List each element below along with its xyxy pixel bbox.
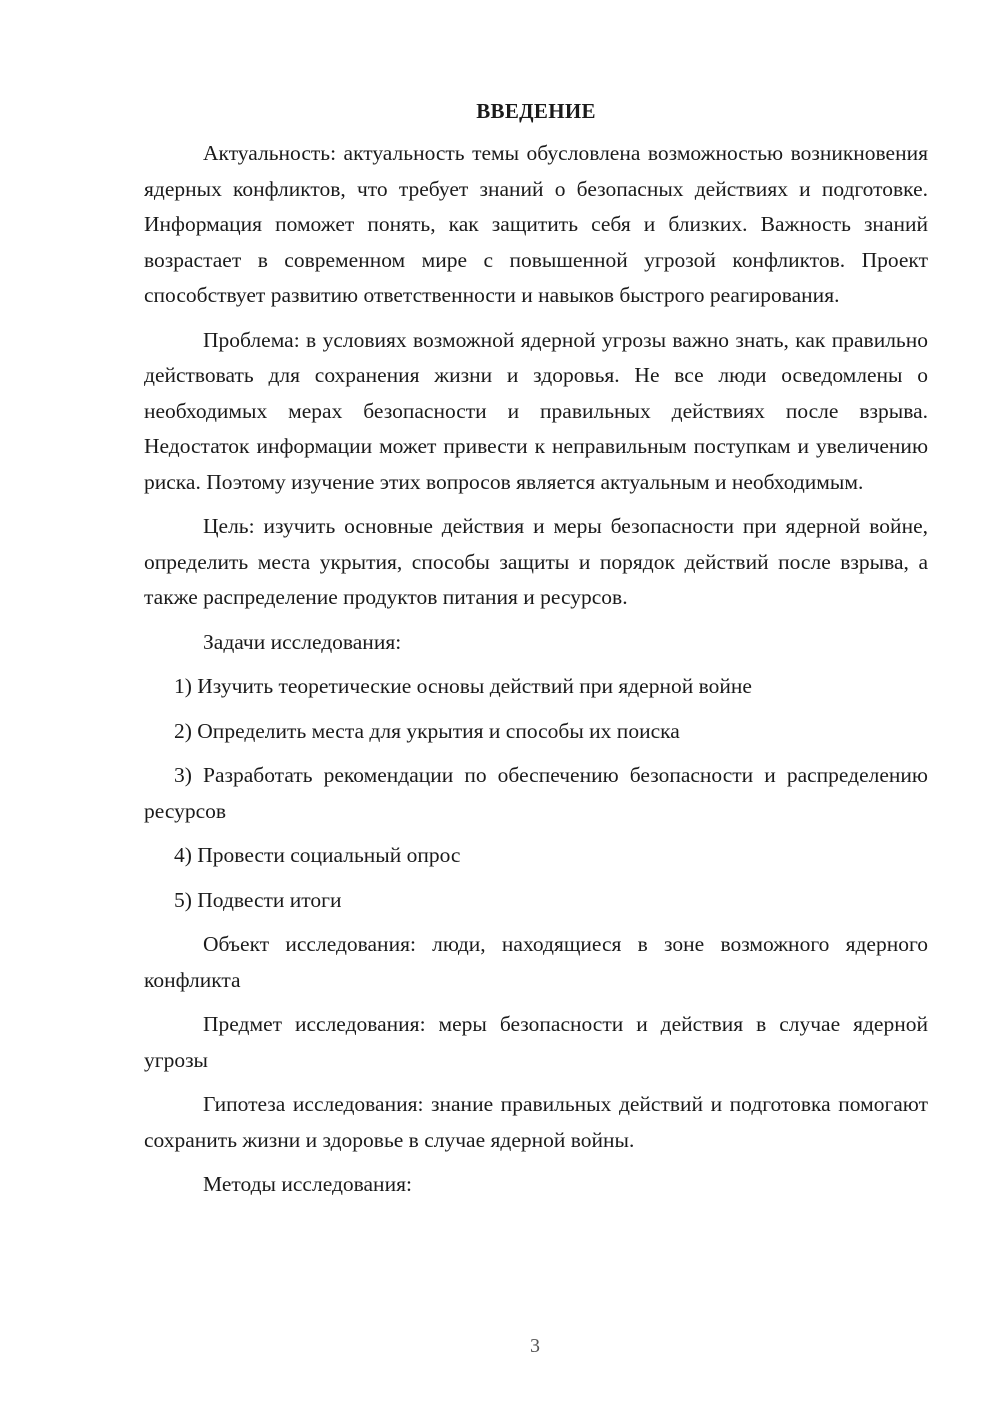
problem-paragraph: Проблема: в условиях возможной ядерной угрозы важно знать, как правильно действовать для сохранения жизни и здоровья. Не все люди осведомлены о необходимых мерах безопасности и правильных действиях после взрыва. Недостаток информации может привести к неправильным поступкам и увеличению риска. Поэтому изучение этих вопросов является актуальным и необходимым. — [144, 327, 928, 494]
methods-title: Методы исследования: — [203, 1172, 412, 1196]
subject-paragraph: Предмет исследования: меры безопасности и действия в случае ядерной угрозы — [144, 1012, 928, 1072]
task-item-3: 3) Разработать рекомендации по обеспечению безопасности и распределению ресурсов — [144, 763, 928, 823]
task-item-5: 5) Подвести итоги — [174, 887, 342, 912]
task-item-1: 1) Изучить теоретические основы действий при ядерной войне — [174, 674, 752, 698]
task-item-2: 2) Определить места для укрытия и способы их поиска — [174, 718, 680, 743]
object-paragraph: Объект исследования: люди, находящиеся в зоне возможного ядерного конфликта — [144, 932, 928, 992]
hypothesis-paragraph: Гипотеза исследования: знание правильных действий и подготовка помогают сохранить жизни и здоровье в случае ядерной войны. — [144, 1092, 928, 1152]
task-item-4: 4) Провести социальный опрос — [174, 843, 461, 867]
goal-paragraph: Цель: изучить основные действия и меры безопасности при ядерной войне, определить места укрытия, способы защиты и порядок действий после взрыва, а также распределение продуктов питания и ресурсов. — [144, 514, 928, 609]
page-title: ВВЕДЕНИЕ — [476, 99, 596, 123]
relevance-paragraph: Актуальность: актуальность темы обусловлена возможностью возникновения ядерных конфликтов, что требует знаний о безопасных действиях и подготовке. Информация поможет понять, как защитить себя и близких. Важность знаний возрастает в современном мире с повышенной угрозой конфликтов. Проект способствует развитию ответственности и навыков быстрого реагирования. — [144, 141, 928, 307]
page-number: 3 — [530, 1335, 540, 1357]
tasks-title: Задачи исследования: — [203, 629, 402, 654]
page-content — [144, 96, 928, 1212]
